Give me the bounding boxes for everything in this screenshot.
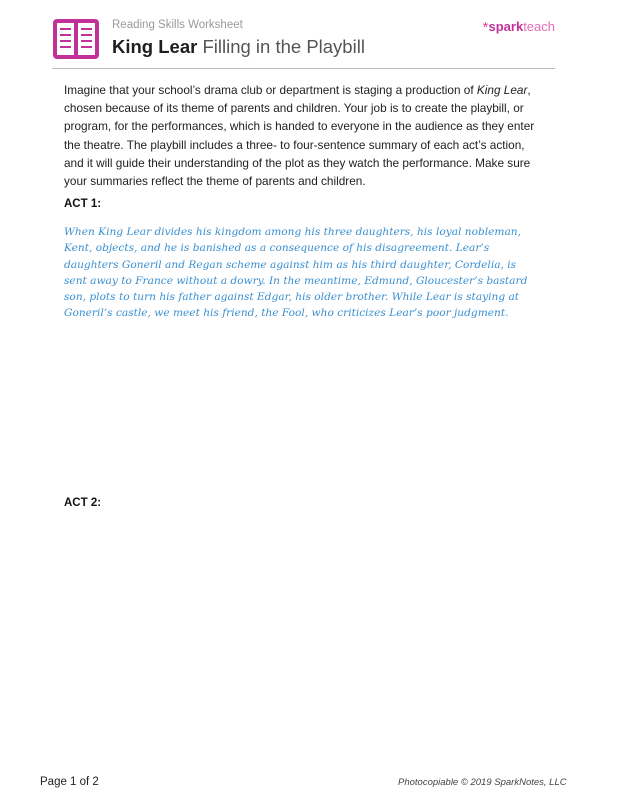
header-divider [52,68,555,69]
worksheet-header [52,14,555,70]
page-title [112,36,365,58]
copyright-notice: Photocopiable © 2019 SparkNotes, LLC [398,777,567,788]
play-title-italic: King Lear [476,83,528,97]
act-1-answer[interactable]: When King Lear divides his kingdom among his three daughters, his loyal nobleman, Kent, objects, and he is banished as a consequence of his disagreement. Lear’s daughters Goneril and Regan scheme against him as his third daughter, Cordelia, is sent away to France without a dowry. In the meantime, Edmund, Gloucester’s bastard son, plots to turn his father against Edgar, his older brother. While Lear is staying at Goneril’s castle, we meet his friend, the Fool, who criticizes Lear’s poor judgment. [64,226,528,320]
activity-title: Filling in the Playbill [202,36,365,57]
act-2-label: ACT 2: [64,497,102,509]
worksheet-type: Reading Skills Worksheet [112,19,243,31]
act-1-label: ACT 1: [64,198,102,210]
instructions-paragraph: Imagine that your school’s drama club or department is staging a production of King Lear, chosen because of its theme of parents and children. Your job is to create the playbill, or program, for the performances, which is handed to everyone in the audience as they enter the theatre. The playbill includes a three- to four-sentence summary of each act’s action, and it will guide their understanding of the plot as they watch the performance. Make sure your summaries reflect the theme of parents and children. [64,83,535,189]
book-icon [52,18,100,60]
sparkteach-logo: *sparkteach [482,19,555,36]
play-title: King Lear [112,36,198,57]
page-number: Page 1 of 2 [40,776,99,788]
